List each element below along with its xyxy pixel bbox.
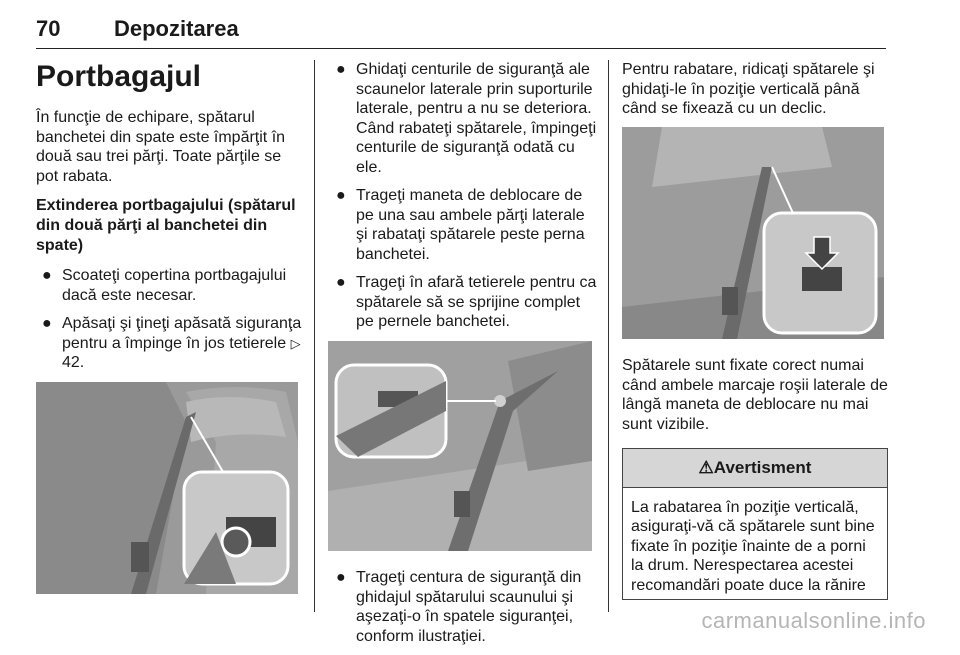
paragraph: Spătarele sunt fixate corect numai când ambele marcaje roşii laterale de lângă maneta de deblocare nu mai sunt vizibile. xyxy=(622,357,888,433)
intro-paragraph: În funcţie de echipare, spătarul banchetei din spate este împărţit în două sau trei părţi. Toate părţile se pot rabata. xyxy=(36,109,286,185)
instruction-list xyxy=(330,60,598,332)
list-item: ● Scoateţi copertina portbagajului dacă este necesar. xyxy=(42,267,287,304)
warning-text: La rabatarea în poziţie verticală, asiguraţi-vă că spătarele sunt bine fixate în poziţie înainte de a porni la drum. Nerespectarea acestei recomandări poate duce la rănire xyxy=(631,498,875,594)
illustration-seatback-latch xyxy=(622,127,888,345)
list-item: ● Apăsaţi şi ţineţi apăsată siguranţa pentru a împinge în jos tetierele ▷ 42. xyxy=(42,315,302,371)
list-item: ● Trageţi în afară tetierele pentru ca spătarele să se sprijine complet pe pernele banchetei. xyxy=(336,274,597,330)
page-header xyxy=(36,10,886,49)
subsection-title: Extinderea portbagajului (spătarul din două părţi al banchetei din spate) xyxy=(36,197,296,254)
bullet-icon: ● xyxy=(336,569,346,586)
bullet-icon: ● xyxy=(42,267,52,284)
column-divider xyxy=(608,60,609,612)
page-reference-triangle-icon[interactable]: ▷ xyxy=(290,335,301,351)
warning-header xyxy=(623,449,887,488)
section-title: Portbagajul xyxy=(36,60,202,93)
list-item: ● Trageţi maneta de deblocare de pe una sau ambele părţi laterale şi rabataţi spătarele peste perna banchetei. xyxy=(336,187,585,263)
instruction-list xyxy=(330,568,598,646)
warning-triangle-icon: ⚠ xyxy=(698,458,714,477)
warning-box xyxy=(622,448,888,600)
instruction-list xyxy=(36,266,302,373)
page-number: 70 xyxy=(36,16,61,41)
bullet-icon: ● xyxy=(336,61,346,78)
column-divider xyxy=(314,60,315,612)
page-reference-link[interactable]: 42. xyxy=(62,354,85,371)
column-right xyxy=(622,60,888,600)
illustration-belt-guide xyxy=(328,341,598,557)
chapter-title: Depozitarea xyxy=(114,16,239,41)
list-item: ● Ghidaţi centurile de siguranţă ale scaunelor laterale prin suporturile laterale, pentru a nu se deteriora. Când rabateţi spătarele, împingeţi centurile de siguranţă odată cu ele. xyxy=(336,61,597,176)
warning-title: Avertisment xyxy=(713,458,812,477)
bullet-icon: ● xyxy=(336,187,346,204)
watermark: carmanualsonline.info xyxy=(701,608,926,633)
bullet-icon: ● xyxy=(42,315,52,332)
intro-paragraph: Pentru rabatare, ridicaţi spătarele şi ghidaţi-le în poziţie verticală până când se fixează cu un declic. xyxy=(622,61,875,117)
illustration-headrest-release xyxy=(36,382,302,600)
bullet-icon: ● xyxy=(336,274,346,291)
column-left xyxy=(36,60,302,611)
column-middle xyxy=(330,60,598,655)
list-item: ● Trageţi centura de siguranţă din ghidajul spătarului scaunului şi aşezaţi-o în spatele siguranţei, conform ilustraţiei. xyxy=(336,569,582,645)
